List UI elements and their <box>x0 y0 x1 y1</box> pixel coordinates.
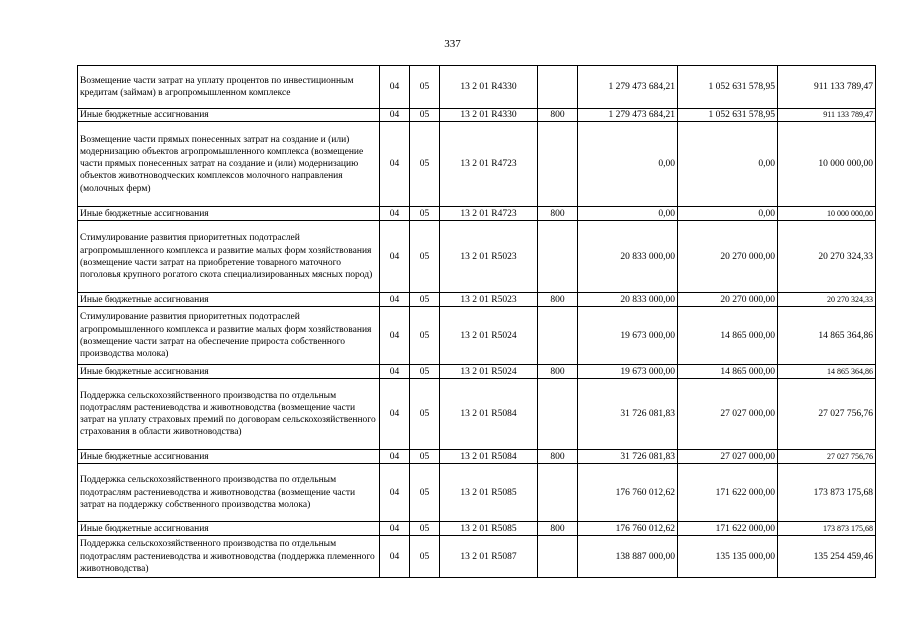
row-vr: 800 <box>538 450 578 464</box>
row-name: Поддержка сельскохозяйственного производства по отдельным подотраслям растениеводства и животноводства (возмещение части затрат на уплату страховых премий по договорам сельскохозяйственного страхования в области животноводства) <box>78 379 380 450</box>
table-row <box>78 379 876 450</box>
table-row <box>78 221 876 293</box>
row-vr <box>538 464 578 522</box>
row-vr: 800 <box>538 522 578 536</box>
row-pr: 05 <box>410 522 440 536</box>
row-vr <box>538 221 578 293</box>
row-rz: 04 <box>380 66 410 109</box>
row-pr: 05 <box>410 66 440 109</box>
row-value-3: 20 270 324,33 <box>778 221 876 293</box>
row-value-3: 911 133 789,47 <box>778 109 876 122</box>
row-csr: 13 2 01 R5024 <box>440 365 538 379</box>
row-rz: 04 <box>380 450 410 464</box>
row-value-3: 27 027 756,76 <box>778 379 876 450</box>
row-rz: 04 <box>380 221 410 293</box>
table-row <box>78 464 876 522</box>
row-value-1: 20 833 000,00 <box>578 221 678 293</box>
row-vr <box>538 307 578 365</box>
row-value-2: 20 270 000,00 <box>678 293 778 307</box>
row-value-1: 31 726 081,83 <box>578 379 678 450</box>
row-value-2: 27 027 000,00 <box>678 450 778 464</box>
row-name: Иные бюджетные ассигнования <box>78 109 380 122</box>
row-value-2: 14 865 000,00 <box>678 307 778 365</box>
row-value-1: 176 760 012,62 <box>578 522 678 536</box>
row-csr: 13 2 01 R5023 <box>440 221 538 293</box>
row-rz: 04 <box>380 122 410 207</box>
row-value-2: 171 622 000,00 <box>678 522 778 536</box>
row-vr: 800 <box>538 293 578 307</box>
row-value-1: 138 887 000,00 <box>578 536 678 578</box>
row-name: Стимулирование развития приоритетных подотраслей агропромышленного комплекса и развитие малых форм хозяйствования (возмещение части затрат на обеспечение прироста собственного производства молока) <box>78 307 380 365</box>
table-row <box>78 365 876 379</box>
row-value-2: 135 135 000,00 <box>678 536 778 578</box>
row-rz: 04 <box>380 464 410 522</box>
row-value-2: 0,00 <box>678 122 778 207</box>
table-row <box>78 109 876 122</box>
row-name: Стимулирование развития приоритетных подотраслей агропромышленного комплекса и развитие малых форм хозяйствования (возмещение части затрат на приобретение товарного маточного поголовья крупного рогатого скота специализированных мясных пород) <box>78 221 380 293</box>
row-csr: 13 2 01 R5084 <box>440 379 538 450</box>
row-value-1: 1 279 473 684,21 <box>578 109 678 122</box>
table-row <box>78 66 876 109</box>
row-value-1: 31 726 081,83 <box>578 450 678 464</box>
row-name: Иные бюджетные ассигнования <box>78 522 380 536</box>
row-value-2: 20 270 000,00 <box>678 221 778 293</box>
row-name: Иные бюджетные ассигнования <box>78 207 380 221</box>
row-value-1: 19 673 000,00 <box>578 307 678 365</box>
row-vr: 800 <box>538 207 578 221</box>
row-name: Иные бюджетные ассигнования <box>78 293 380 307</box>
row-csr: 13 2 01 R5024 <box>440 307 538 365</box>
row-csr: 13 2 01 R5084 <box>440 450 538 464</box>
row-pr: 05 <box>410 365 440 379</box>
row-value-3: 14 865 364,86 <box>778 365 876 379</box>
row-value-1: 19 673 000,00 <box>578 365 678 379</box>
row-vr <box>538 66 578 109</box>
row-name: Поддержка сельскохозяйственного производства по отдельным подотраслям растениеводства и животноводства (возмещение части затрат на поддержку собственного производства молока) <box>78 464 380 522</box>
row-value-3: 10 000 000,00 <box>778 207 876 221</box>
row-vr <box>538 379 578 450</box>
table-row <box>78 122 876 207</box>
budget-table <box>77 65 876 578</box>
row-pr: 05 <box>410 536 440 578</box>
row-name: Иные бюджетные ассигнования <box>78 450 380 464</box>
row-rz: 04 <box>380 536 410 578</box>
row-value-3: 20 270 324,33 <box>778 293 876 307</box>
row-name: Иные бюджетные ассигнования <box>78 365 380 379</box>
table-row <box>78 450 876 464</box>
row-rz: 04 <box>380 307 410 365</box>
row-pr: 05 <box>410 207 440 221</box>
row-value-3: 10 000 000,00 <box>778 122 876 207</box>
row-value-3: 173 873 175,68 <box>778 522 876 536</box>
row-value-2: 14 865 000,00 <box>678 365 778 379</box>
row-csr: 13 2 01 R4330 <box>440 66 538 109</box>
row-csr: 13 2 01 R5023 <box>440 293 538 307</box>
table-row <box>78 307 876 365</box>
row-value-1: 0,00 <box>578 207 678 221</box>
row-pr: 05 <box>410 307 440 365</box>
row-csr: 13 2 01 R5085 <box>440 522 538 536</box>
row-rz: 04 <box>380 365 410 379</box>
row-pr: 05 <box>410 221 440 293</box>
page-number: 337 <box>444 38 461 50</box>
row-name: Поддержка сельскохозяйственного производства по отдельным подотраслям растениеводства и животноводства (поддержка племенного животноводства) <box>78 536 380 578</box>
row-value-1: 1 279 473 684,21 <box>578 66 678 109</box>
row-csr: 13 2 01 R4330 <box>440 109 538 122</box>
row-pr: 05 <box>410 109 440 122</box>
row-value-1: 0,00 <box>578 122 678 207</box>
row-csr: 13 2 01 R4723 <box>440 122 538 207</box>
table-row <box>78 522 876 536</box>
row-vr: 800 <box>538 109 578 122</box>
row-pr: 05 <box>410 450 440 464</box>
row-value-2: 0,00 <box>678 207 778 221</box>
row-rz: 04 <box>380 522 410 536</box>
row-value-2: 171 622 000,00 <box>678 464 778 522</box>
table-row <box>78 536 876 578</box>
row-rz: 04 <box>380 207 410 221</box>
row-pr: 05 <box>410 379 440 450</box>
row-csr: 13 2 01 R4723 <box>440 207 538 221</box>
row-name: Возмещение части затрат на уплату процентов по инвестиционным кредитам (займам) в агропромышленном комплексе <box>78 66 380 109</box>
table-row <box>78 207 876 221</box>
row-value-3: 135 254 459,46 <box>778 536 876 578</box>
row-csr: 13 2 01 R5085 <box>440 464 538 522</box>
row-rz: 04 <box>380 293 410 307</box>
row-value-2: 27 027 000,00 <box>678 379 778 450</box>
row-name: Возмещение части прямых понесенных затрат на создание и (или) модернизацию объектов агропромышленного комплекса (возмещение части прямых понесенных затрат на создание и (или) модернизацию объектов животноводческих комплексов молочного направления (молочных ферм) <box>78 122 380 207</box>
row-pr: 05 <box>410 122 440 207</box>
row-value-3: 911 133 789,47 <box>778 66 876 109</box>
row-rz: 04 <box>380 109 410 122</box>
row-value-2: 1 052 631 578,95 <box>678 109 778 122</box>
row-vr <box>538 122 578 207</box>
row-value-3: 173 873 175,68 <box>778 464 876 522</box>
row-value-3: 27 027 756,76 <box>778 450 876 464</box>
row-pr: 05 <box>410 293 440 307</box>
table-row <box>78 293 876 307</box>
row-value-1: 20 833 000,00 <box>578 293 678 307</box>
row-rz: 04 <box>380 379 410 450</box>
row-value-2: 1 052 631 578,95 <box>678 66 778 109</box>
row-value-3: 14 865 364,86 <box>778 307 876 365</box>
row-value-1: 176 760 012,62 <box>578 464 678 522</box>
row-csr: 13 2 01 R5087 <box>440 536 538 578</box>
row-vr: 800 <box>538 365 578 379</box>
row-pr: 05 <box>410 464 440 522</box>
row-vr <box>538 536 578 578</box>
